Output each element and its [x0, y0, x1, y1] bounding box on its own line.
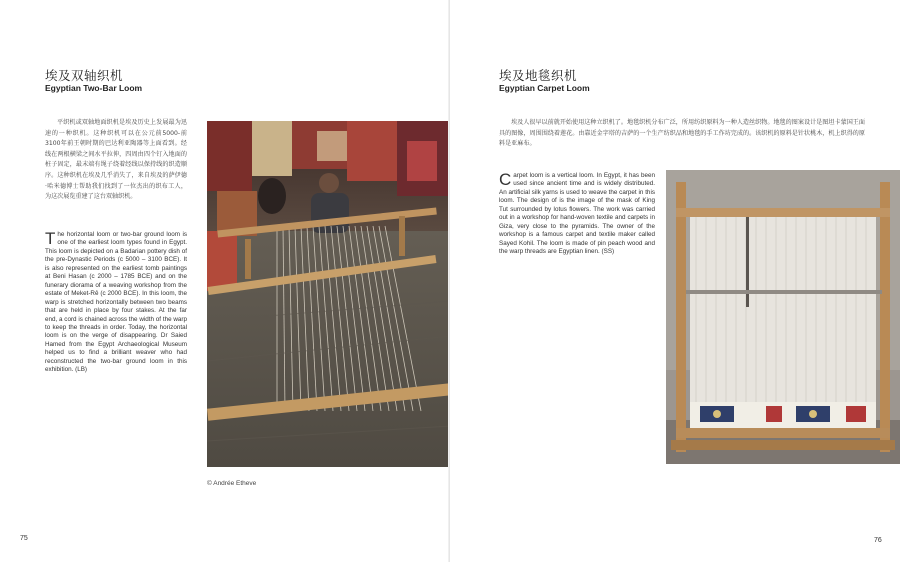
- carpet-loom-photo: [666, 170, 900, 464]
- two-bar-loom-photo: [207, 121, 451, 467]
- carpet-loom-title-cn: 埃及地毯织机: [499, 68, 578, 83]
- right-page: [450, 0, 900, 562]
- carpet-loom-body-en-text: arpet loom is a vertical loom. In Egypt, it has been used since ancient time and is widely distributed. An artificial silk yarns is used to weave the carpet in this loom. The design of is the image of the mask of King Tut surrounded by lotus flowers. The work was carried out in a workshop for hand-woven textile and carpets in Giza, very close to the pyramids. The owner of the workshop is a famous carpet and textile maker called Sayed Kohil. The loom is made of pin peach wood and the warp threads are Egyptian linen. (SS): [499, 172, 655, 256]
- two-bar-loom-body-en-text: he horizontal loom or two-bar ground loom is one of the earliest loom types found in Egypt. This loom is depicted on a Badarian pottery dish of the pre-Dynastic Periods (c 5000 – 3100 BCE). It is also represented on the earliest tomb paintings at Beni Hasan (c 2000 – 1785 BCE) and on the funerary diorama of a weaving workshop from the estate of Meket-Rê (c 2000 BCE). In this loom, the warp is stretched horizontally between two beams that are held in place by four stakes. At the far end, a cord is chained across the width of the warp to keep the threads in order. Today, the horizontal loom is on the verge of disappearing. Dr Saied Hamed from the Egypt Archaeological Museum helped us to find a brilliant weaver who had reconstructed the two-bar ground loom in this exhibition. (LB): [45, 231, 187, 374]
- carpet-loom-body-en: [499, 172, 655, 257]
- dropcap: C: [499, 170, 512, 189]
- page-number-right: 76: [874, 537, 882, 544]
- carpet-loom-body-cn: 埃及人很早以前就开始使用这种立织机了。地毯织机分布广泛，所用纺织原料为一种人造丝织物。地毯的图案设计是图坦卡蒙国王面具的图像，周围围绕着莲花。由靠近金字塔的吉萨的一个生产纺织品和地毯的手工作坊完成的。该织机的原料是针状桃木，机上织得的原料是亚麻布。: [499, 119, 865, 148]
- two-bar-loom-title-cn: 埃及双轴织机: [45, 68, 124, 83]
- page-number-left: 75: [20, 535, 28, 542]
- two-bar-loom-body-cn: 平织机或双轴地面织机是埃及历史上发展最为迅速的一种织机。这种织机可以在公元前5000-前3100年前王朝时期的巴达利亚陶器等上面看到。经线在两根横梁之间水平拉伸，四周由四个钉入地面的桩子固定，最末端有绳子绕着经线以保持线的织造顺序。这种织机在埃及几乎消失了，来自埃及的萨伊德·哈米德博士帮助我们找到了一位杰出的织布工人，为这次展览重建了这台双轴织机。: [45, 119, 187, 201]
- two-bar-loom-title-en: Egyptian Two-Bar Loom: [45, 83, 143, 93]
- carpet-loom-title-en: Egyptian Carpet Loom: [499, 83, 590, 93]
- photo-credit: © Andrée Etheve: [207, 480, 257, 487]
- dropcap: T: [45, 229, 56, 248]
- two-bar-loom-body-en: [45, 231, 187, 375]
